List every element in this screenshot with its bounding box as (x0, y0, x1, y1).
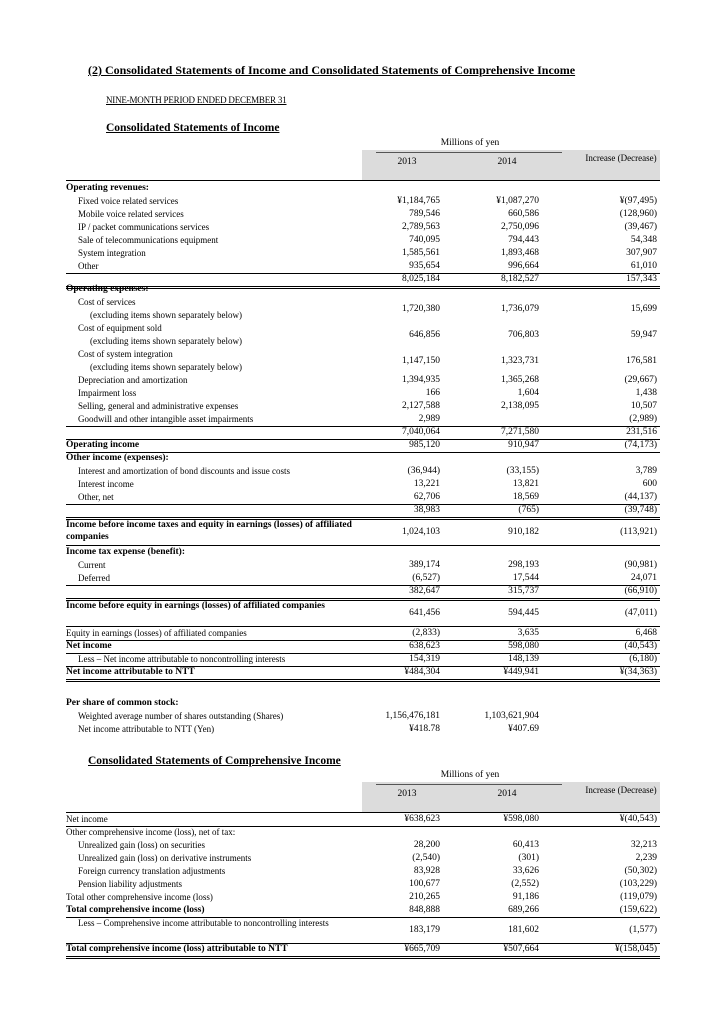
income-value-2013: 1,585,561 (402, 248, 440, 258)
income-value-change: 600 (642, 479, 657, 489)
income-value-2014: 298,193 (508, 560, 539, 570)
income-value-2014: 706,803 (508, 330, 539, 340)
income-row-label: Equity in earnings (losses) of affiliated companies (66, 628, 247, 638)
income-header-rule (66, 180, 660, 181)
comprehensive-value-change: (103,229) (619, 879, 657, 889)
income-row-depreciation-and-amortization (66, 374, 660, 387)
income-row-fixed-voice-related-services (66, 195, 660, 208)
income-row-label: Cost of equipment sold (78, 323, 162, 333)
income-value-change: 231,516 (626, 427, 657, 437)
income-row-label: Net income (66, 641, 112, 651)
income-row-label: Income before income taxes and equity in earnings (losses) of affiliated companies (66, 520, 352, 542)
income-row-subtotal (66, 504, 660, 520)
income-value-change: 6,468 (635, 628, 657, 638)
income-row-label: Selling, general and administrative expenses (78, 401, 239, 411)
income-section-title: Consolidated Statements of Income (106, 122, 280, 134)
income-row-current (66, 559, 660, 572)
income-value-2014: 2,138,095 (501, 401, 539, 411)
income-row-operating-revenues (66, 182, 660, 195)
income-value-2013: (36,944) (407, 466, 440, 476)
income-row-label: Sale of telecommunications equipment (78, 235, 219, 245)
income-value-change: (47,011) (624, 608, 657, 618)
income-col-increase: Increase (Decrease) (585, 153, 657, 163)
income-value-2014: (765) (518, 505, 539, 515)
income-value-change: (6,180) (629, 654, 657, 664)
income-value-2013: 646,856 (409, 330, 440, 340)
income-row-sublabel: (excluding items shown separately below) (90, 336, 242, 346)
income-row-subtotal (66, 585, 660, 601)
income-row-label: Mobile voice related services (78, 209, 184, 219)
income-value-2014: 17,544 (512, 573, 539, 583)
income-value-2013: 7,040,064 (402, 427, 440, 437)
income-value-2013: 985,120 (409, 440, 440, 450)
income-row-sublabel: (excluding items shown separately below) (90, 310, 242, 320)
income-row-income-tax-expense-benefit (66, 546, 660, 559)
income-row-sale-of-telecommunications-equipment (66, 234, 660, 247)
income-value-2014: 594,445 (508, 608, 539, 618)
income-value-2013: 2,789,563 (402, 222, 440, 232)
comprehensive-units-label: Millions of yen (440, 770, 500, 780)
income-value-2013: (2,833) (412, 628, 440, 638)
income-row-label: Other income (expenses): (66, 453, 169, 463)
comprehensive-row-label: Less – Comprehensive income attributable to noncontrolling interests (78, 918, 329, 928)
comprehensive-row-label: Net income (66, 814, 108, 824)
income-row-label: Operating expenses: (66, 284, 149, 294)
income-value-change: 54,348 (630, 235, 657, 245)
per-share-title: Per share of common stock: (66, 698, 179, 708)
income-row-mobile-voice-related-services (66, 208, 660, 221)
income-row-deferred (66, 572, 660, 586)
income-value-2013: 1,024,103 (402, 527, 440, 537)
income-row-label: Other (78, 261, 99, 271)
comprehensive-value-change: 2,239 (635, 853, 657, 863)
comprehensive-value-2013: 210,265 (409, 892, 440, 902)
income-value-change: (74,173) (624, 440, 657, 450)
income-row-label: Operating revenues: (66, 183, 149, 193)
income-value-2014: ¥449,941 (503, 667, 539, 677)
comprehensive-value-change: ¥(40,543) (619, 814, 657, 824)
income-row-label: Interest and amortization of bond discounts and issue costs (78, 466, 290, 476)
income-row-net-income (66, 640, 660, 654)
income-row-income-before-income-taxes-and-equity-in (66, 519, 660, 546)
income-row-cost-of-services (66, 296, 660, 322)
income-value-change: (2,989) (629, 414, 657, 424)
income-value-change: (40,543) (624, 641, 657, 651)
income-row-label: Net income attributable to NTT (66, 667, 195, 677)
income-row-label: Depreciation and amortization (78, 375, 188, 385)
income-row-operating-income (66, 439, 660, 453)
comprehensive-value-2013: 100,677 (409, 879, 440, 889)
income-value-2013: 166 (425, 388, 440, 398)
period-heading: NINE-MONTH PERIOD ENDED DECEMBER 31 (106, 95, 287, 105)
income-row-cost-of-system-integration (66, 348, 660, 374)
income-row-less-net-income-attributable-to-noncontr (66, 653, 660, 667)
document-title: (2) Consolidated Statements of Income and Consolidated Statements of Comprehensive Income (88, 63, 576, 77)
comprehensive-row-unrealized-gain-loss-on-derivative-instr (66, 852, 660, 865)
income-value-change: (29,667) (624, 375, 657, 385)
comprehensive-value-change: 32,213 (630, 840, 657, 850)
per-share-label: Net income attributable to NTT (Yen) (78, 724, 215, 734)
income-units-label: Millions of yen (440, 138, 500, 148)
comprehensive-col-2014: 2014 (497, 789, 517, 799)
income-value-2014: 148,139 (508, 654, 539, 664)
comprehensive-row-label: Total comprehensive income (loss) (66, 905, 205, 915)
per-share-label: Weighted average number of shares outstanding (Shares) (78, 711, 284, 721)
comprehensive-value-change: (159,622) (619, 905, 657, 915)
comprehensive-row-less-comprehensive-income-attributable-t (66, 917, 660, 944)
income-value-2013: 740,095 (409, 235, 440, 245)
comprehensive-value-2013: (2,540) (412, 853, 440, 863)
income-value-2013: 2,127,588 (402, 401, 440, 411)
comprehensive-row-total-comprehensive-income-loss-attribut (66, 943, 660, 959)
income-row-interest-and-amortization-of-bond-discou (66, 465, 660, 478)
income-row-sublabel: (excluding items shown separately below) (90, 362, 242, 372)
income-value-2013: ¥484,304 (404, 667, 440, 677)
comprehensive-row-net-income (66, 813, 660, 827)
comprehensive-value-2014: ¥507,664 (503, 944, 539, 954)
comprehensive-value-change: (119,079) (620, 892, 657, 902)
income-value-change: 10,507 (630, 401, 657, 411)
comprehensive-row-unrealized-gain-loss-on-securities (66, 839, 660, 852)
income-value-2014: 18,569 (512, 492, 539, 502)
income-row-label: Goodwill and other intangible asset impairments (78, 414, 254, 424)
income-value-2013: 1,147,150 (402, 356, 440, 366)
income-value-2013: 1,720,380 (402, 304, 440, 314)
comprehensive-row-label: Unrealized gain (loss) on derivative instruments (78, 853, 252, 863)
income-value-2013: 8,025,184 (402, 274, 440, 284)
income-value-2013: ¥1,184,765 (397, 196, 440, 206)
comprehensive-value-2013: 848,888 (409, 905, 440, 915)
comprehensive-value-2014: 181,602 (508, 925, 539, 935)
comprehensive-col-increase: Increase (Decrease) (585, 785, 657, 795)
income-value-change: 15,699 (630, 304, 657, 314)
comprehensive-value-2014: ¥598,080 (503, 814, 539, 824)
income-row-label: Current (78, 560, 106, 570)
comprehensive-value-2014: 91,186 (512, 892, 539, 902)
comprehensive-row-total-other-comprehensive-income-loss (66, 891, 660, 904)
income-value-change: (128,960) (619, 209, 657, 219)
income-value-2013: 382,647 (409, 586, 440, 596)
income-row-label: Cost of services (78, 297, 136, 307)
income-value-2014: 1,604 (517, 388, 539, 398)
income-value-2013: 638,623 (409, 641, 440, 651)
income-value-change: (44,137) (624, 492, 657, 502)
income-row-label: Income before equity in earnings (losses) of affiliated companies (66, 601, 325, 611)
income-row-goodwill-and-other-intangible-asset-impa (66, 413, 660, 427)
comprehensive-value-change: ¥(158,045) (615, 944, 657, 954)
comprehensive-value-2013: ¥638,623 (404, 814, 440, 824)
income-value-change: 176,581 (626, 356, 657, 366)
income-value-2013: 1,394,935 (402, 375, 440, 385)
income-row-other-income-expenses (66, 452, 660, 465)
per-share-heading-row (66, 697, 660, 710)
income-value-2014: 910,182 (508, 527, 539, 537)
comprehensive-value-2014: 60,413 (512, 840, 539, 850)
income-row-label: Interest income (78, 479, 134, 489)
income-value-2014: 1,323,731 (501, 356, 539, 366)
income-value-2013: 38,983 (413, 505, 440, 515)
income-value-2014: 3,635 (517, 628, 539, 638)
comprehensive-row-label: Other comprehensive income (loss), net of tax: (66, 827, 236, 837)
income-value-2014: (33,155) (506, 466, 539, 476)
comprehensive-value-2014: (301) (518, 853, 539, 863)
income-value-2014: 7,271,580 (501, 427, 539, 437)
income-value-2014: 910,947 (508, 440, 539, 450)
income-row-label: Deferred (78, 573, 110, 583)
income-value-2014: 1,736,079 (501, 304, 539, 314)
income-value-2013: 62,706 (413, 492, 440, 502)
income-row-other-net (66, 491, 660, 505)
comprehensive-row-pension-liability-adjustments (66, 878, 660, 891)
income-value-2014: 315,737 (508, 586, 539, 596)
income-value-change: 59,947 (630, 330, 657, 340)
income-row-label: Impairment loss (78, 388, 137, 398)
per-share-2013: 1,156,476,181 (385, 711, 440, 721)
income-row-equity-in-earnings-losses-of-affiliated- (66, 627, 660, 641)
income-value-2014: 660,586 (508, 209, 539, 219)
income-row-income-before-equity-in-earnings-losses- (66, 600, 660, 627)
comprehensive-value-2013: 83,928 (413, 866, 440, 876)
income-value-2014: 1,893,468 (501, 248, 539, 258)
income-value-2014: 2,750,096 (501, 222, 539, 232)
income-row-other (66, 260, 660, 274)
income-value-change: 61,010 (630, 261, 657, 271)
income-value-change: (90,981) (624, 560, 657, 570)
income-value-2013: 935,654 (409, 261, 440, 271)
income-row-label: Other, net (78, 492, 114, 502)
income-row-label: Fixed voice related services (78, 196, 179, 206)
income-row-label: Operating income (66, 440, 140, 450)
income-value-2014: 8,182,527 (501, 274, 539, 284)
income-row-net-income-attributable-to-ntt (66, 666, 660, 682)
income-value-2013: (6,527) (412, 573, 440, 583)
income-col-2014: 2014 (497, 157, 517, 167)
comprehensive-row-label: Unrealized gain (loss) on securities (78, 840, 205, 850)
income-value-change: 307,907 (626, 248, 657, 258)
income-value-2014: 13,821 (512, 479, 539, 489)
comprehensive-value-change: (1,577) (629, 925, 657, 935)
comprehensive-row-label: Total other comprehensive income (loss) (66, 892, 213, 902)
comprehensive-value-2013: 183,179 (409, 925, 440, 935)
income-value-change: ¥(97,495) (619, 196, 657, 206)
per-share-2014: 1,103,621,904 (484, 711, 539, 721)
income-row-selling-general-and-administrative-expen (66, 400, 660, 413)
income-value-2013: 2,989 (418, 414, 440, 424)
per-share-2013: ¥418.78 (409, 724, 440, 734)
per-share-2014: ¥407.69 (508, 724, 539, 734)
comprehensive-value-2013: 28,200 (413, 840, 440, 850)
per-share-row (66, 710, 660, 723)
income-row-cost-of-equipment-sold (66, 322, 660, 348)
comprehensive-row-foreign-currency-translation-adjustments (66, 865, 660, 878)
income-value-2014: ¥1,087,270 (496, 196, 539, 206)
income-row-system-integration (66, 247, 660, 260)
income-row-impairment-loss (66, 387, 660, 400)
per-share-row (66, 723, 660, 736)
income-value-2013: 154,319 (409, 654, 440, 664)
comprehensive-row-label: Foreign currency translation adjustments (78, 866, 226, 876)
income-row-label: Cost of system integration (78, 349, 173, 359)
income-value-2014: 1,365,268 (501, 375, 539, 385)
income-col-2013: 2013 (397, 157, 417, 167)
income-value-2013: 641,456 (409, 608, 440, 618)
comprehensive-row-label: Pension liability adjustments (78, 879, 182, 889)
income-row-ip-packet-communications-services (66, 221, 660, 234)
comprehensive-value-2014: (2,552) (511, 879, 539, 889)
income-value-2014: 794,443 (508, 235, 539, 245)
income-value-change: (66,910) (624, 586, 657, 596)
income-value-2013: 789,546 (409, 209, 440, 219)
income-units-rule (376, 152, 562, 153)
income-row-interest-income (66, 478, 660, 491)
income-value-2013: 389,174 (409, 560, 440, 570)
income-value-change: (39,467) (624, 222, 657, 232)
income-value-2014: 598,080 (508, 641, 539, 651)
income-row-label: Less – Net income attributable to noncontrolling interests (78, 654, 286, 664)
comprehensive-row-total-comprehensive-income-loss (66, 904, 660, 918)
income-value-change: (113,921) (620, 527, 657, 537)
income-value-change: ¥(34,363) (619, 667, 657, 677)
comprehensive-value-change: (50,302) (624, 866, 657, 876)
income-row-operating-expenses (66, 283, 660, 296)
income-value-change: 24,071 (630, 573, 657, 583)
income-value-change: 157,343 (626, 274, 657, 284)
income-value-2013: 13,221 (413, 479, 440, 489)
income-value-2014: 996,664 (508, 261, 539, 271)
income-row-subtotal (66, 426, 660, 440)
income-row-label: Income tax expense (benefit): (66, 547, 185, 557)
comprehensive-section-title: Consolidated Statements of Comprehensive Income (88, 755, 341, 767)
comprehensive-value-2014: 689,266 (508, 905, 539, 915)
income-value-change: 3,789 (635, 466, 657, 476)
income-value-change: (39,748) (624, 505, 657, 515)
comprehensive-col-2013: 2013 (397, 789, 417, 799)
comprehensive-value-2013: ¥665,709 (404, 944, 440, 954)
income-value-change: 1,438 (635, 388, 657, 398)
comprehensive-value-2014: 33,626 (512, 866, 539, 876)
income-row-label: IP / packet communications services (78, 222, 210, 232)
comprehensive-row-other-comprehensive-income-loss-net-of-t (66, 826, 660, 839)
income-row-label: System integration (78, 248, 146, 258)
comprehensive-row-label: Total comprehensive income (loss) attributable to NTT (66, 944, 288, 954)
comprehensive-units-rule (376, 784, 562, 785)
